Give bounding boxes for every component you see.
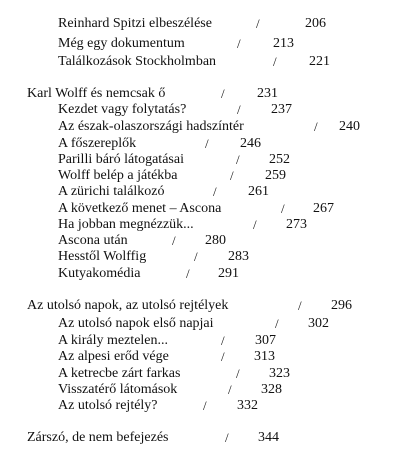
toc-title: Az utolsó napok első napjai	[58, 316, 214, 331]
toc-separator: /	[298, 298, 302, 313]
toc-title: A főszereplők	[58, 136, 137, 151]
toc-separator: /	[237, 36, 241, 51]
toc-separator: /	[314, 119, 318, 134]
toc-title: Ha jobban megnézzük...	[58, 217, 194, 232]
toc-page-number: 259	[265, 168, 286, 183]
toc-separator: /	[273, 54, 277, 69]
toc-separator: /	[194, 249, 198, 264]
toc-separator: /	[225, 430, 229, 445]
toc-page-number: 323	[269, 366, 290, 381]
toc-page-number: 267	[313, 201, 334, 216]
toc-page-number: 240	[339, 119, 360, 134]
toc-page-number: 213	[273, 36, 294, 51]
toc-separator: /	[221, 349, 225, 364]
toc-section-title: Az utolsó napok, az utolsó rejtélyek	[27, 298, 229, 313]
toc-page-number: 344	[258, 430, 279, 445]
toc-page-number: 313	[254, 349, 275, 364]
toc-title: A zürichi találkozó	[58, 184, 165, 199]
toc-title: Az észak-olaszországi hadszíntér	[58, 119, 244, 134]
toc-page-number: 206	[305, 16, 326, 31]
toc-separator: /	[203, 398, 207, 413]
toc-title: Hesstől Wolffig	[58, 249, 147, 264]
toc-title: Találkozások Stockholmban	[58, 54, 217, 69]
toc-page-number: 307	[255, 333, 276, 348]
toc-separator: /	[237, 102, 241, 117]
toc-separator: /	[213, 184, 217, 199]
toc-title: Reinhard Spitzi elbeszélése	[58, 16, 212, 31]
toc-title: Wolff belép a játékba	[58, 168, 178, 183]
toc-section-title: Zárszó, de nem befejezés	[27, 430, 169, 445]
toc-title: Még egy dokumentum	[58, 36, 185, 51]
toc-page-number: 237	[271, 102, 292, 117]
toc-separator: /	[230, 168, 234, 183]
toc-separator: /	[253, 217, 257, 232]
toc-separator: /	[172, 233, 176, 248]
toc-title: A következő menet – Ascona	[58, 201, 222, 216]
toc-separator: /	[236, 366, 240, 381]
toc-title: Az alpesi erőd vége	[58, 349, 169, 364]
toc-separator: /	[186, 266, 190, 281]
toc-title: A király meztelen...	[58, 333, 169, 348]
toc-section-title: Karl Wolff és nemcsak ő	[27, 86, 166, 101]
toc-title: Parilli báró látogatásai	[58, 152, 184, 167]
toc-title: Kutyakomédia	[58, 266, 141, 281]
toc-separator: /	[281, 201, 285, 216]
toc-separator: /	[221, 86, 225, 101]
toc-page-number: 273	[286, 217, 307, 232]
toc-page-number: 231	[257, 86, 278, 101]
toc-page-number: 283	[228, 249, 249, 264]
toc-page-number: 332	[237, 398, 258, 413]
toc-page-number: 261	[248, 184, 269, 199]
toc-separator: /	[236, 152, 240, 167]
toc-page-number: 280	[205, 233, 226, 248]
toc-page-number: 296	[331, 298, 352, 313]
toc-page-number: 246	[240, 136, 261, 151]
toc-page-number: 328	[261, 382, 282, 397]
toc-page-number: 252	[269, 152, 290, 167]
toc-title: Kezdet vagy folytatás?	[58, 102, 187, 117]
toc-title: Visszatérő látomások	[58, 382, 178, 397]
toc-title: Az utolsó rejtély?	[58, 398, 158, 413]
toc-separator: /	[256, 16, 260, 31]
toc-separator: /	[228, 382, 232, 397]
toc-title: Ascona után	[58, 233, 128, 248]
toc-page-number: 302	[308, 316, 329, 331]
toc-separator: /	[275, 316, 279, 331]
toc-separator: /	[205, 136, 209, 151]
toc-page-number: 291	[218, 266, 239, 281]
toc-title: A ketrecbe zárt farkas	[58, 366, 181, 381]
toc-separator: /	[221, 333, 225, 348]
toc-page-number: 221	[309, 54, 330, 69]
